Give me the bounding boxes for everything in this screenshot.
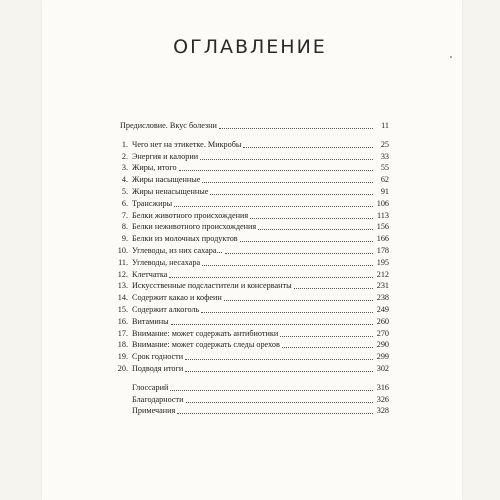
toc-page-number: 106 bbox=[376, 198, 389, 208]
toc-entry-number: 5. bbox=[121, 187, 128, 196]
toc-chapter-entry bbox=[116, 139, 389, 150]
toc-entry-number: 6. bbox=[121, 198, 128, 208]
toc-dot-leader bbox=[224, 300, 373, 301]
toc-page-number: 302 bbox=[376, 364, 389, 373]
toc-entry-label: Внимание: может содержать антибиотики bbox=[132, 328, 279, 338]
toc-dot-leader bbox=[169, 277, 373, 278]
toc-chapter-entry bbox=[116, 221, 389, 232]
toc-entry-number: 17. bbox=[117, 328, 128, 338]
toc-page-number: 178 bbox=[376, 246, 389, 255]
toc-entry-label: Подводя итоги bbox=[132, 364, 184, 373]
toc-chapter-entry bbox=[116, 280, 389, 291]
toc-entry-number: 20. bbox=[117, 364, 128, 373]
toc-entry-label: Примечания bbox=[132, 406, 176, 416]
toc-page-number: 249 bbox=[376, 305, 389, 314]
toc-dot-leader bbox=[243, 147, 373, 148]
toc-entry-label: Жиры ненасыщенные bbox=[132, 187, 209, 196]
toc-dot-leader bbox=[186, 402, 374, 403]
toc-entry-number: 12. bbox=[117, 269, 128, 279]
toc-dot-leader bbox=[185, 359, 373, 360]
toc-dot-leader bbox=[282, 347, 373, 348]
toc-entry-label: Содержит какао и кофеин bbox=[132, 293, 222, 303]
toc-page-number: 11 bbox=[381, 121, 389, 130]
toc-entry-label: Жиры насыщенные bbox=[132, 175, 201, 185]
toc-page-number: 212 bbox=[376, 269, 389, 279]
toc-page-number: 231 bbox=[376, 281, 389, 291]
toc-back-matter-entry bbox=[116, 405, 389, 416]
toc-entry-label: Искусственные подсластители и консерванты bbox=[132, 281, 292, 291]
toc-page-number: 299 bbox=[376, 352, 389, 362]
toc-page-number: 33 bbox=[380, 151, 389, 161]
toc-page-number: 62 bbox=[380, 175, 389, 185]
toc-entry-number: 14. bbox=[117, 293, 128, 303]
toc-page-number: 316 bbox=[376, 382, 389, 392]
toc-page-number: 91 bbox=[380, 187, 389, 196]
toc-chapter-entry bbox=[116, 186, 389, 197]
toc-page-number: 238 bbox=[376, 293, 389, 303]
toc-entry-label: Энергия и калории bbox=[132, 151, 199, 161]
toc-dot-leader bbox=[294, 288, 373, 289]
toc-intro-entry bbox=[116, 120, 389, 131]
toc-entry-label: Белки из молочных продуктов bbox=[132, 234, 238, 244]
toc-entry-number: 16. bbox=[117, 316, 128, 326]
toc-entry-number: 10. bbox=[117, 246, 128, 255]
toc-entry-label: Углеводы, несахара bbox=[132, 257, 201, 267]
toc-entry-number: 1. bbox=[121, 139, 128, 149]
toc-dot-leader bbox=[185, 371, 373, 372]
toc-dot-leader bbox=[202, 182, 373, 183]
toc-entry-label: Внимание: может содержать следы орехов bbox=[132, 340, 280, 350]
toc-chapter-entry bbox=[116, 269, 389, 280]
toc-dot-leader bbox=[225, 253, 373, 254]
toc-chapter-entry bbox=[116, 210, 389, 221]
toc-chapter-entry bbox=[116, 245, 389, 256]
toc-entry-label: Срок годности bbox=[132, 352, 184, 362]
toc-entry-label: Чего нет на этикетке. Микробы bbox=[132, 139, 242, 149]
toc-entry-number: 19. bbox=[117, 352, 128, 362]
toc-entry-number: 9. bbox=[121, 234, 128, 244]
toc-dot-leader bbox=[210, 194, 373, 195]
toc-page-number: 156 bbox=[376, 222, 389, 232]
toc-dot-leader bbox=[219, 128, 373, 129]
toc-dot-leader bbox=[280, 336, 373, 337]
toc-page-number: 166 bbox=[376, 234, 389, 244]
toc-entry-number: 15. bbox=[117, 305, 128, 314]
toc-dot-leader bbox=[240, 241, 373, 242]
toc-chapter-entry bbox=[116, 363, 389, 374]
toc-chapter-entry bbox=[116, 316, 389, 327]
toc-dot-leader bbox=[177, 413, 373, 414]
toc-page-number: 113 bbox=[377, 210, 389, 220]
toc-page-number: 25 bbox=[380, 139, 389, 149]
toc-entry-number: 4. bbox=[121, 175, 128, 185]
toc-entry-label: Благодарности bbox=[132, 394, 184, 404]
toc-entry-label: Белки животного происхождения bbox=[132, 210, 249, 220]
toc-page-number: 260 bbox=[376, 316, 389, 326]
toc-chapter-entry bbox=[116, 328, 389, 339]
toc-dot-leader bbox=[200, 159, 373, 160]
toc-entry-number: 2. bbox=[121, 151, 128, 161]
toc-entry-label: Жиры, итого bbox=[132, 163, 177, 173]
toc-entry-label: Белки неживотного происхождения bbox=[132, 222, 257, 232]
toc-dot-leader bbox=[170, 390, 373, 391]
toc-entry-number: 8. bbox=[121, 222, 128, 232]
page-title: ОГЛАВЛЕНИЕ bbox=[173, 36, 327, 58]
toc-chapter-entry bbox=[116, 304, 389, 315]
toc-page-number: 195 bbox=[376, 257, 389, 267]
toc-dot-leader bbox=[174, 206, 373, 207]
toc-back-matter-entry bbox=[116, 394, 389, 405]
toc-entry-number: 3. bbox=[121, 163, 128, 173]
toc-entry-number: 13. bbox=[117, 281, 128, 291]
toc-entry-label: Клетчатка bbox=[132, 269, 168, 279]
toc-entry-number: 18. bbox=[117, 340, 128, 350]
toc-entry-number: 7. bbox=[121, 210, 128, 220]
toc-dot-leader bbox=[202, 265, 373, 266]
toc-chapter-entry bbox=[116, 198, 389, 209]
toc-entry-label: Углеводы, из них сахара... bbox=[132, 246, 223, 255]
toc-entry-label: Предисловие. Вкус болезни bbox=[120, 121, 217, 130]
toc-chapter-entry bbox=[116, 162, 389, 173]
toc-chapter-entry bbox=[116, 151, 389, 162]
toc-dot-leader bbox=[171, 324, 373, 325]
toc-chapter-entry bbox=[116, 174, 389, 185]
toc-page-number: 270 bbox=[376, 328, 389, 338]
toc-page-number: 328 bbox=[376, 406, 389, 416]
toc-entry-label: Содержит алкоголь bbox=[132, 305, 200, 314]
toc-entry-label: Трансжиры bbox=[132, 198, 173, 208]
toc-chapter-entry bbox=[116, 233, 389, 244]
toc-dot-leader bbox=[179, 170, 373, 171]
toc-entry-label: Витамины bbox=[132, 316, 169, 326]
toc-chapter-entry bbox=[116, 257, 389, 268]
toc-page-number: 290 bbox=[376, 340, 389, 350]
toc-entry-label: Глоссарий bbox=[132, 382, 169, 392]
toc-dot-leader bbox=[250, 218, 373, 219]
toc-chapter-entry bbox=[116, 339, 389, 350]
toc-entry-number: 11. bbox=[118, 257, 128, 267]
toc-page-number: 55 bbox=[380, 163, 389, 173]
toc-page-number: 326 bbox=[376, 394, 389, 404]
toc-dot-leader bbox=[258, 229, 373, 230]
toc-back-matter-entry bbox=[116, 382, 389, 393]
toc-dot-leader bbox=[201, 312, 373, 313]
toc-chapter-entry bbox=[116, 351, 389, 362]
toc-chapter-entry bbox=[116, 292, 389, 303]
